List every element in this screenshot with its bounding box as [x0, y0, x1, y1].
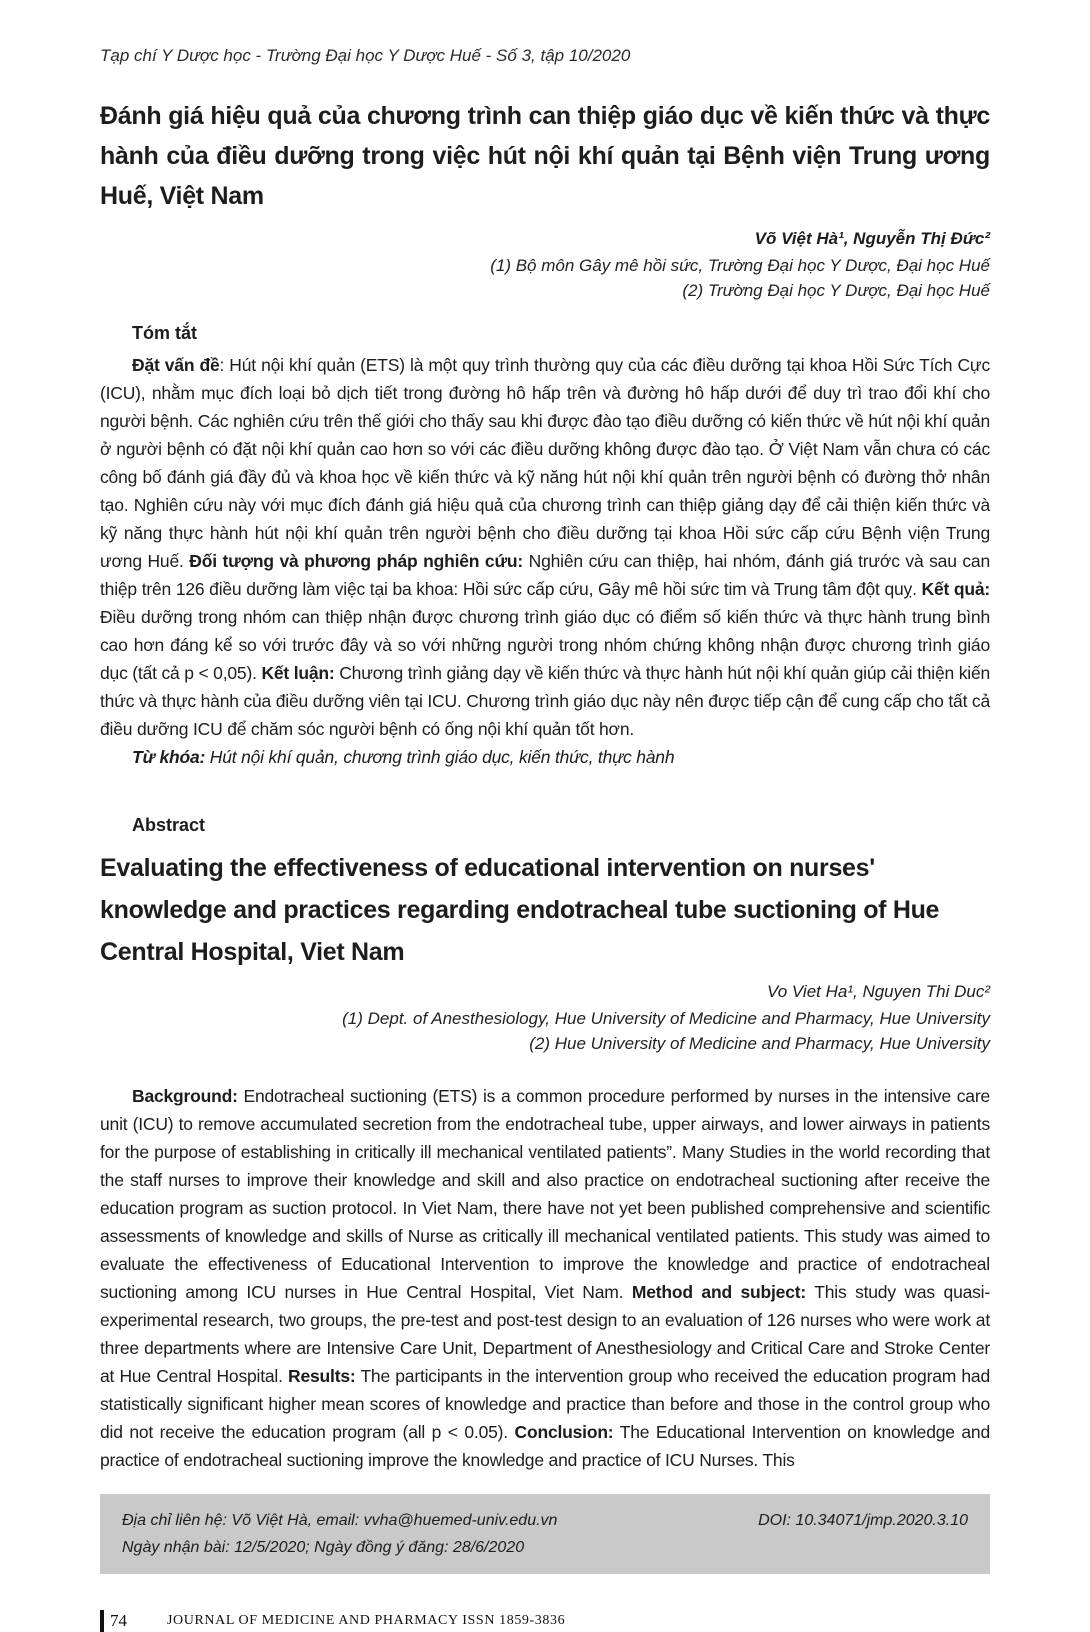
affiliation-english-1: (1) Dept. of Anesthesiology, Hue University of Medicine and Pharmacy, Hue University — [342, 1009, 990, 1028]
journal-name: JOURNAL OF MEDICINE AND PHARMACY ISSN 1859-3836 — [167, 1613, 566, 1628]
affiliation-vietnamese-2: (2) Trường Đại học Y Dược, Đại học Huế — [682, 281, 990, 300]
affiliation-vietnamese-1: (1) Bộ môn Gây mê hồi sức, Trường Đại học Y Dược, Đại học Huế — [490, 256, 990, 275]
article-title-english: Evaluating the effectiveness of educational intervention on nurses' knowledge and practices regarding endotracheal tube suctioning of Hue Central Hospital, Viet Nam — [100, 854, 940, 966]
authors-english: Vo Viet Ha¹, Nguyen Thi Duc² — [767, 982, 990, 1001]
affiliation-english-2: (2) Hue University of Medicine and Pharmacy, Hue University — [529, 1034, 990, 1053]
page-number: 74 — [110, 1611, 127, 1630]
tom-tat-heading: Tóm tắt — [132, 323, 197, 343]
journal-header: Tạp chí Y Dược học - Trường Đại học Y Dược Huế - Số 3, tập 10/2020 — [100, 46, 631, 65]
contact-info-box — [100, 1494, 990, 1574]
footer-bar-icon — [100, 1610, 104, 1632]
page-footer — [100, 1610, 990, 1632]
doi-text: DOI: 10.34071/jmp.2020.3.10 — [758, 1512, 968, 1529]
keywords-vietnamese: Từ khóa: Hút nội khí quản, chương trình giáo dục, kiến thức, thực hành — [132, 747, 675, 767]
contact-dates: Ngày nhận bài: 12/5/2020; Ngày đồng ý đăng: 28/6/2020 — [122, 1539, 525, 1556]
contact-address: Địa chỉ liên hệ: Võ Việt Hà, email: vvha@huemed-univ.edu.vn — [122, 1512, 558, 1529]
authors-vietnamese: Võ Việt Hà¹, Nguyễn Thị Đức² — [754, 229, 990, 248]
abstract-vietnamese-paragraph: Đặt vấn đề: Hút nội khí quản (ETS) là một quy trình thường quy của các điều dưỡng tại khoa Hồi Sức Tích Cực (ICU), nhằm mục đích loại bỏ dịch tiết trong đường hô hấp trên và đường hô hấp dưới để duy trì trao đổi khí cho người bệnh. Các nghiên cứu trên thế giới cho thấy sau khi được đào tạo điều dưỡng có kiến thức về hút nội khí quản ở người bệnh có đặt nội khí quản cao hơn so với các điều dưỡng không được đào tạo. Ở Việt Nam vẫn chưa có các công bố đánh giá đầy đủ và khoa học về kiến thức và kỹ năng hút nội khí quản trên người bệnh có đường thở nhân tạo. Nghiên cứu này với mục đích đánh giá hiệu quả của chương trình can thiệp giảng dạy để cải thiện kiến thức và kỹ năng thực hành hút nội khí quản trên người bệnh cho điều dưỡng tại khoa Hồi sức cấp cứu Bệnh viện Trung ương Huế. Đối tượng và phương pháp nghiên cứu: Nghiên cứu can thiệp, hai nhóm, đánh giá trước và sau can thiệp trên 126 điều dưỡng làm việc tại ba khoa: Hồi sức cấp cứu, Gây mê hồi sức tim và Trung tâm đột quỵ. Kết quả: Điều dưỡng trong nhóm can thiệp nhận được chương trình giáo dục có điểm số kiến thức và thực hành trung bình cao hơn đáng kể so với trước đây và so với những người trong nhóm chứng không nhận được chương trình giáo dục (tất cả p < 0,05). Kết luận: Chương trình giảng dạy về kiến thức và thực hành hút nội khí quản giúp cải thiện kiến thức và thực hành của điều dưỡng viên tại ICU. Chương trình giáo dục này nên được tiếp cận để cung cấp cho tất cả điều dưỡng ICU để chăm sóc người bệnh có ống nội khí quản tốt hơn. — [100, 355, 991, 739]
abstract-english-paragraph: Background: Endotracheal suctioning (ETS) is a common procedure performed by nurses in the intensive care unit (ICU) to remove accumulated secretion from the endotracheal tube, upper airways, and lower airways in patients for the purpose of establishing in critically ill mechanical ventilated patients”. Many Studies in the world recording that the staff nurses to improve their knowledge and skill and also practice on endotracheal suctioning after receive the education program as suction protocol. In Viet Nam, there have not yet been published comprehensive and scientific assessments of knowledge and skills of Nurse as critically ill mechanical ventilated patients. This study was aimed to evaluate the effectiveness of Educational Intervention to improve the knowledge and practice of endotracheal suctioning among ICU nurses in Hue Central Hospital, Viet Nam. Method and subject: This study was quasi-experimental research, two groups, the pre-test and post-test design to an evaluation of 126 nurses who were work at three departments where are Intensive Care Unit, Department of Anesthesiology and Critical Care and Stroke Center at Hue Central Hospital. Results: The participants in the intervention group who received the education program had statistically significant higher mean scores of knowledge and practice than before and those in the control group who did not receive the education program (all p < 0.05). Conclusion: The Educational Intervention on knowledge and practice of endotracheal suctioning improve the knowledge and practice of ICU Nurses. This — [100, 1086, 990, 1470]
abstract-heading: Abstract — [132, 815, 206, 835]
article-title-vietnamese: Đánh giá hiệu quả của chương trình can thiệp giáo dục về kiến thức và thực hành của điều dưỡng trong việc hút nội khí quản tại Bệnh viện Trung ương Huế, Việt Nam — [100, 102, 990, 210]
